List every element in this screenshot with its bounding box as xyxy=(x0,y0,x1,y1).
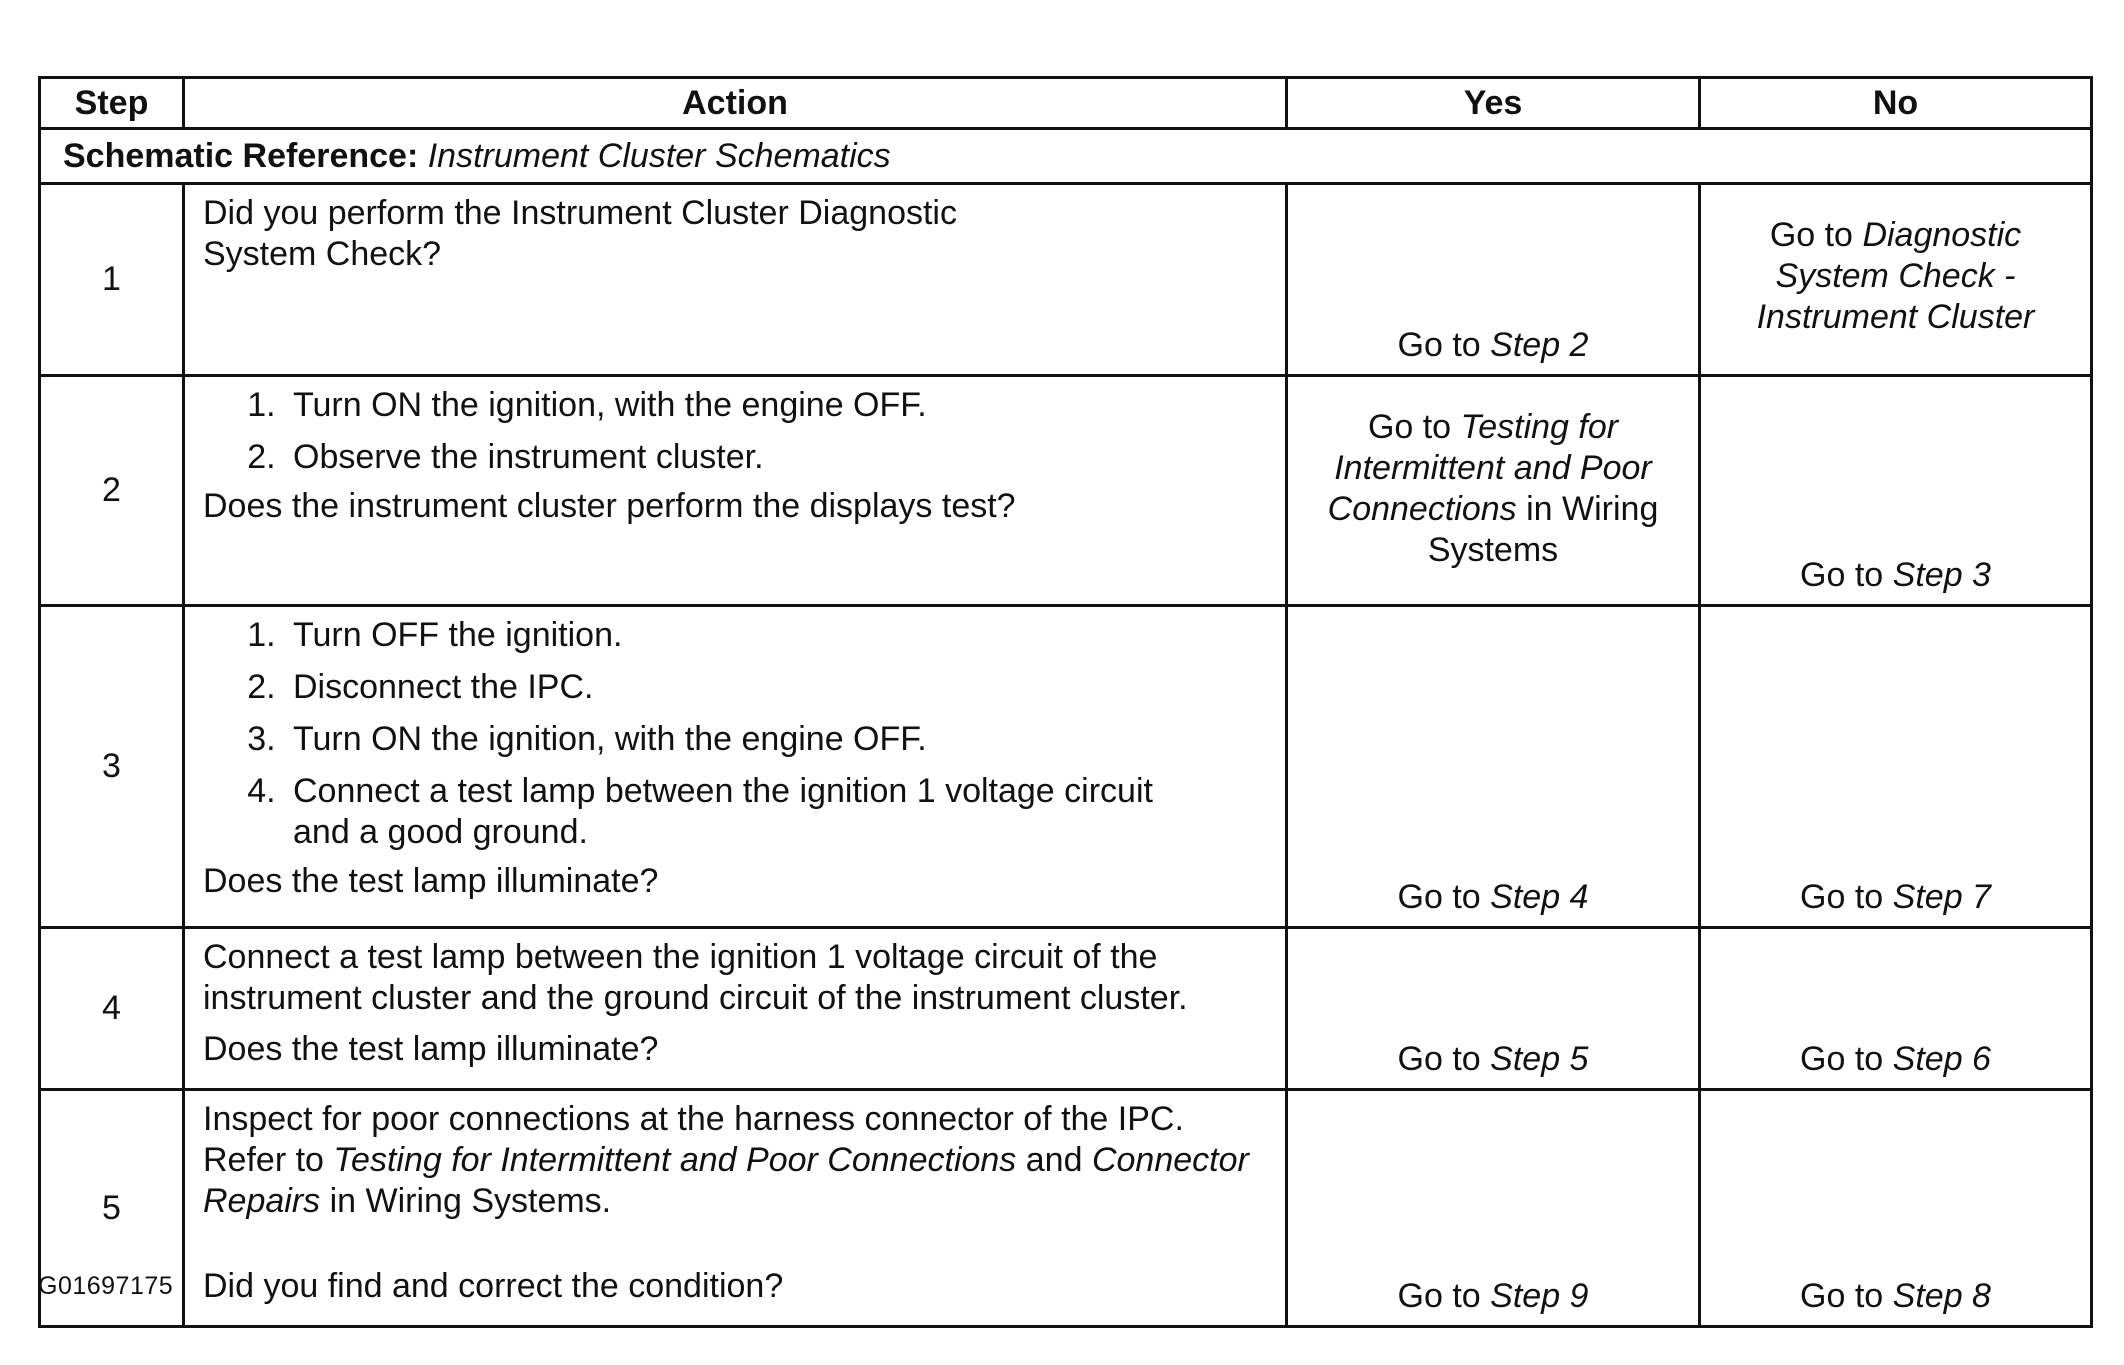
no-prefix: Go to xyxy=(1800,1277,1884,1315)
header-yes: Yes xyxy=(1287,78,1700,129)
yes-prefix: Go to xyxy=(1397,326,1481,364)
yes-cell xyxy=(1287,376,1700,606)
substep-item: 1. Turn ON the ignition, with the engine OFF. xyxy=(285,385,1267,426)
schematic-reference-label: Schematic Reference: xyxy=(63,136,419,175)
action-cell xyxy=(184,606,1287,928)
header-action: Action xyxy=(184,78,1287,129)
no-link[interactable]: Step 8 xyxy=(1892,1277,1991,1315)
no-cell xyxy=(1700,1090,2092,1327)
no-prefix: Go to xyxy=(1800,1040,1884,1078)
action-text xyxy=(203,1099,1267,1222)
figure-id: G01697175 xyxy=(38,1272,174,1300)
substep-item: 3. Turn ON the ignition, with the engine OFF. xyxy=(285,719,1267,760)
no-link[interactable]: Step 3 xyxy=(1892,556,1991,594)
no-cell xyxy=(1700,376,2092,606)
header-no: No xyxy=(1700,78,2092,129)
no-prefix: Go to xyxy=(1769,216,1853,254)
action-question: Does the instrument cluster perform the displays test? xyxy=(203,487,1016,525)
schematic-reference-link[interactable]: Instrument Cluster Schematics xyxy=(427,136,891,175)
header-step: Step xyxy=(40,78,184,129)
no-link[interactable]: Step 6 xyxy=(1892,1040,1991,1078)
no-link[interactable]: Step 7 xyxy=(1892,878,1991,916)
yes-link[interactable]: Step 5 xyxy=(1490,1040,1589,1078)
yes-suffix: in Wiring Systems xyxy=(1427,490,1659,569)
no-cell xyxy=(1700,928,2092,1090)
action-cell xyxy=(184,376,1287,606)
action-link-testing[interactable]: Testing for Intermittent and Poor Connections xyxy=(333,1141,1017,1179)
table-header-row xyxy=(40,78,2092,129)
action-and: and xyxy=(1025,1141,1083,1179)
substep-item: 4. Connect a test lamp between the ignition 1 voltage circuit and a good ground. xyxy=(285,771,1267,853)
substep-list xyxy=(203,615,1267,853)
yes-link[interactable]: Step 2 xyxy=(1490,326,1589,364)
yes-link[interactable]: Testing for Intermittent and Poor Connections xyxy=(1327,408,1652,528)
action-part: in Wiring Systems. xyxy=(329,1182,612,1220)
yes-prefix: Go to xyxy=(1397,878,1481,916)
substep-item: 2. Observe the instrument cluster. xyxy=(285,437,1267,478)
yes-link[interactable]: Step 9 xyxy=(1490,1277,1589,1315)
yes-result xyxy=(1288,1276,1698,1317)
no-result xyxy=(1701,1039,2090,1080)
schematic-reference-row xyxy=(40,129,2092,184)
no-result xyxy=(1701,555,2090,596)
yes-result xyxy=(1298,385,1688,571)
no-result xyxy=(1711,193,2080,338)
table-row xyxy=(40,606,2092,928)
substep-item: 1. Turn OFF the ignition. xyxy=(285,615,1267,656)
yes-prefix: Go to xyxy=(1367,408,1452,446)
action-part: Inspect for poor connections at the harness connector of the IPC. Refer to xyxy=(203,1100,1184,1179)
step-number: 3 xyxy=(40,606,184,928)
action-cell xyxy=(184,184,1287,376)
action-text: Connect a test lamp between the ignition 1 voltage circuit of the instrument cluster and the ground circuit of the instrument cluster. xyxy=(203,938,1188,1017)
step-number: 5 xyxy=(40,1090,184,1327)
schematic-reference-cell xyxy=(40,129,2092,184)
step-number: 1 xyxy=(40,184,184,376)
yes-cell xyxy=(1287,1090,1700,1327)
no-result xyxy=(1701,877,2090,918)
no-cell xyxy=(1700,184,2092,376)
yes-cell xyxy=(1287,606,1700,928)
yes-result xyxy=(1288,325,1698,366)
step-number: 2 xyxy=(40,376,184,606)
action-cell xyxy=(184,1090,1287,1327)
diagnostic-table xyxy=(38,76,2093,1328)
no-prefix: Go to xyxy=(1800,878,1884,916)
yes-cell xyxy=(1287,184,1700,376)
no-cell xyxy=(1700,606,2092,928)
action-question: Does the test lamp illuminate? xyxy=(203,862,659,900)
table-row xyxy=(40,376,2092,606)
step-number: 4 xyxy=(40,928,184,1090)
action-question: Did you find and correct the condition? xyxy=(203,1267,784,1305)
table-row xyxy=(40,928,2092,1090)
yes-prefix: Go to xyxy=(1397,1040,1481,1078)
table-row xyxy=(40,184,2092,376)
no-link[interactable]: Diagnostic System Check - Instrument Cluster xyxy=(1756,216,2035,336)
table-row xyxy=(40,1090,2092,1327)
action-cell xyxy=(184,928,1287,1090)
action-link-connector-repairs[interactable]: Connector Repairs xyxy=(203,1141,1249,1220)
action-text: Did you perform the Instrument Cluster Diagnostic System Check? xyxy=(203,194,957,273)
substep-item: 2. Disconnect the IPC. xyxy=(285,667,1267,708)
substep-list xyxy=(203,385,1267,478)
yes-link[interactable]: Step 4 xyxy=(1490,878,1589,916)
yes-result xyxy=(1288,1039,1698,1080)
no-result xyxy=(1701,1276,2090,1317)
yes-prefix: Go to xyxy=(1397,1277,1481,1315)
yes-cell xyxy=(1287,928,1700,1090)
action-question: Does the test lamp illuminate? xyxy=(203,1030,659,1068)
yes-result xyxy=(1288,877,1698,918)
no-prefix: Go to xyxy=(1800,556,1884,594)
